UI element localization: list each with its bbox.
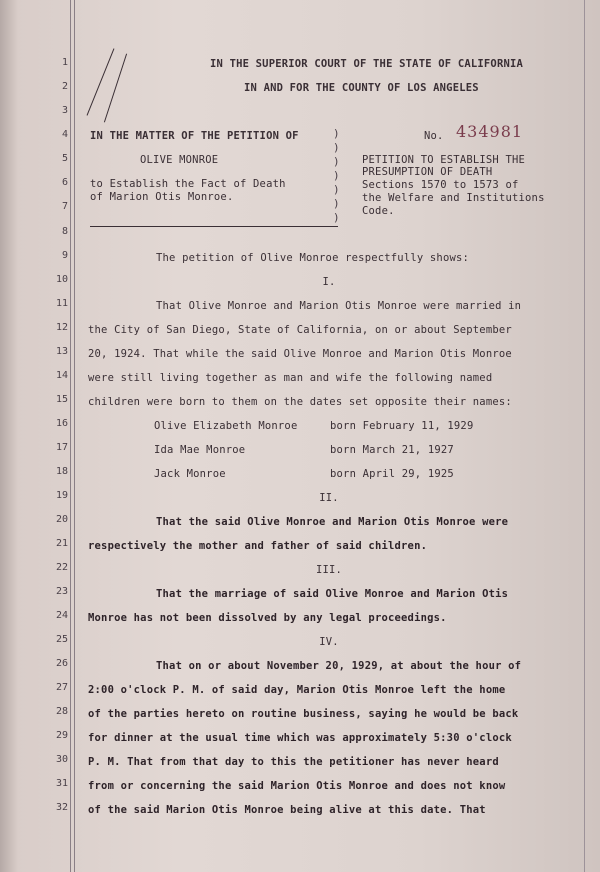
line-number: 27: [55, 682, 68, 693]
paragraph-line: of the parties hereto on routine business, saying he would be back: [88, 708, 519, 720]
line-number: 6: [61, 177, 68, 188]
petition-intro: The petition of Olive Monroe respectfully shows:: [156, 252, 470, 264]
paragraph-line: were still living together as man and wife the following named: [88, 372, 493, 384]
child-birthdate: born April 29, 1925: [330, 468, 454, 480]
line-number: 21: [55, 538, 68, 549]
line-number: 18: [55, 466, 68, 477]
caption-title-line1: PETITION TO ESTABLISH THE: [362, 154, 526, 166]
margin-rule-left-inner: [74, 0, 75, 872]
caption-paren: ): [333, 155, 340, 168]
margin-rule-right: [584, 0, 585, 872]
line-number: 3: [61, 105, 68, 116]
line-number: 28: [55, 706, 68, 717]
caption-petitioner: OLIVE MONROE: [140, 154, 219, 166]
caption-underline: [90, 226, 338, 227]
child-birthdate: born March 21, 1927: [330, 444, 454, 456]
line-number: 25: [55, 634, 68, 645]
paragraph-line: from or concerning the said Marion Otis Monroe and does not know: [88, 780, 506, 792]
line-number: 17: [55, 442, 68, 453]
child-birthdate: born February 11, 1929: [330, 420, 474, 432]
paragraph-line: That on or about November 20, 1929, at about the hour of: [156, 660, 522, 672]
page-edge-shadow: [0, 0, 18, 872]
line-number: 8: [61, 226, 68, 237]
section-heading-3: III.: [315, 564, 343, 576]
caption-title-line2: PRESUMPTION OF DEATH: [362, 166, 493, 178]
line-number: 30: [55, 754, 68, 765]
child-name: Jack Monroe: [154, 468, 226, 480]
line-number: 13: [55, 346, 68, 357]
caption-paren: ): [333, 169, 340, 182]
margin-rule-left: [70, 0, 71, 872]
line-number: 1: [61, 57, 68, 68]
paragraph-line: 2:00 o'clock P. M. of said day, Marion Otis Monroe left the home: [88, 684, 506, 696]
line-number: 2: [61, 81, 68, 92]
section-heading-2: II.: [319, 492, 339, 504]
line-number: 5: [61, 153, 68, 164]
line-number: 32: [55, 802, 68, 813]
section-heading-4: IV.: [319, 636, 339, 648]
line-number: 4: [61, 129, 68, 140]
caption-paren: ): [333, 211, 340, 224]
line-number: 22: [55, 562, 68, 573]
paragraph-line: of the said Marion Otis Monroe being alive at this date. That: [88, 804, 486, 816]
caption-purpose-line2: of Marion Otis Monroe.: [90, 191, 234, 203]
caption-title-line5: Code.: [362, 205, 395, 217]
paragraph-line: children were born to them on the dates set opposite their names:: [88, 396, 512, 408]
paragraph-line: Monroe has not been dissolved by any legal proceedings.: [88, 612, 447, 624]
line-number: 24: [55, 610, 68, 621]
child-name: Ida Mae Monroe: [154, 444, 246, 456]
line-number: 23: [55, 586, 68, 597]
line-number: 19: [55, 490, 68, 501]
line-number: 14: [55, 370, 68, 381]
caption-purpose-line1: to Establish the Fact of Death: [90, 178, 286, 190]
paragraph-line: That the marriage of said Olive Monroe and Marion Otis: [156, 588, 509, 600]
caption-paren: ): [333, 183, 340, 196]
child-name: Olive Elizabeth Monroe: [154, 420, 298, 432]
paragraph-line: 20, 1924. That while the said Olive Monroe and Marion Otis Monroe: [88, 348, 512, 360]
line-number: 31: [55, 778, 68, 789]
caption-matter: IN THE MATTER OF THE PETITION OF: [90, 130, 299, 142]
caption-title-line4: the Welfare and Institutions: [362, 192, 545, 204]
line-number: 11: [55, 298, 68, 309]
paragraph-line: P. M. That from that day to this the petitioner has never heard: [88, 756, 499, 768]
section-heading-1: I.: [322, 276, 336, 288]
line-number: 9: [61, 250, 68, 261]
line-number: 26: [55, 658, 68, 669]
court-heading-line2: IN AND FOR THE COUNTY OF LOS ANGELES: [244, 82, 479, 94]
caption-paren: ): [333, 197, 340, 210]
line-number: 7: [61, 201, 68, 212]
line-number: 29: [55, 730, 68, 741]
paragraph-line: That the said Olive Monroe and Marion Otis Monroe were: [156, 516, 509, 528]
paragraph-line: That Olive Monroe and Marion Otis Monroe were married in: [156, 300, 522, 312]
caption-paren: ): [333, 141, 340, 154]
line-number: 10: [55, 274, 68, 285]
line-number: 12: [55, 322, 68, 333]
case-number-label: No.: [424, 130, 444, 142]
caption-paren: ): [333, 127, 340, 140]
paragraph-line: the City of San Diego, State of California, on or about September: [88, 324, 512, 336]
line-number: 16: [55, 418, 68, 429]
paragraph-line: respectively the mother and father of said children.: [88, 540, 428, 552]
line-number: 15: [55, 394, 68, 405]
paragraph-line: for dinner at the usual time which was approximately 5:30 o'clock: [88, 732, 512, 744]
court-heading-line1: IN THE SUPERIOR COURT OF THE STATE OF CALIFORNIA: [210, 58, 524, 70]
case-number: 434981: [456, 122, 524, 141]
line-number: 20: [55, 514, 68, 525]
caption-title-line3: Sections 1570 to 1573 of: [362, 179, 519, 191]
